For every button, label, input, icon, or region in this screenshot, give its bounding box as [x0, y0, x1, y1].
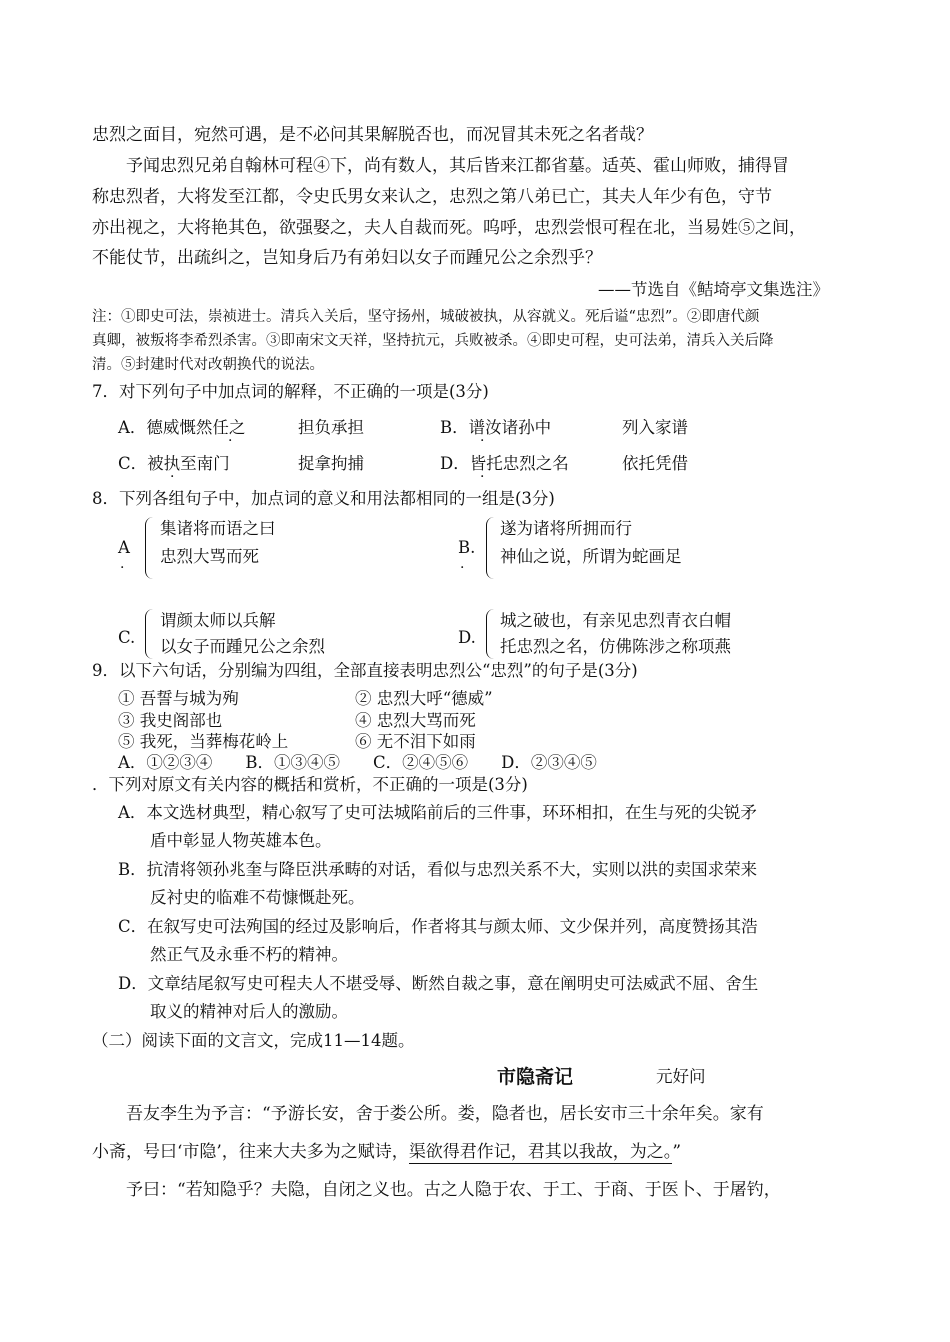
article-text: ” — [672, 1142, 682, 1162]
passage-source: ——节选自《鲒埼亭文集选注》 — [598, 280, 829, 299]
q8-option-a-line1: 集诸将而语之曰 — [160, 519, 276, 538]
brace-a — [145, 517, 156, 579]
emphasis-dot: · — [228, 433, 233, 449]
q8-option-d-label: D. — [458, 628, 476, 647]
q8-option-a-line2: 忠烈大骂而死 — [160, 547, 259, 566]
q10-option-a-line2: 盾中彰显人物英雄本色。 — [150, 831, 332, 850]
q10-option-d-line1: D．文章结尾叙写史可程夫人不堪受辱、断然自裁之事，意在阐明史可法威武不屈、舍生 — [118, 974, 759, 993]
underlined-sentence: 渠欲得君作记，君其以我故，为之。 — [408, 1142, 673, 1162]
q10-option-b-line2: 反衬史的临难不苟慷慨赴死。 — [150, 888, 365, 907]
q7-option-a: A．德威慨然任之 — [118, 418, 246, 437]
passage-line-3: 称忠烈者，大将发至江都，令史氏男女来认之，忠烈之第八弟已亡，其夫人年少有色，守节 — [92, 187, 772, 207]
passage-line-2: 予闻忠烈兄弟自翰林可程④下，尚有数人，其后皆来江都省墓。适英、霍山师败，捕得冒 — [126, 156, 789, 176]
brace-d — [486, 609, 497, 659]
q8-option-b-line2: 神仙之说，所谓为蛇画足 — [500, 547, 682, 566]
q9-sentence-1: ① 吾誓与城为殉 — [118, 689, 239, 708]
q8-option-c-label: C. — [118, 628, 136, 647]
q7-option-a-explanation: 担负承担 — [298, 418, 364, 437]
note-line-2: 真卿，被叛将李希烈杀害。③即南宋文天祥，坚持抗元，兵败被杀。④即史可程，史可法弟，清兵入关后降 — [92, 333, 774, 349]
article-paragraph-2-line-1: 予曰：“若知隐乎？夫隐，自闭之义也。古之人隐于农、于工、于商、于医卜、于屠钓， — [126, 1180, 781, 1200]
q8-option-d-line2: 托忠烈之名，仿佛陈涉之称项燕 — [500, 637, 731, 656]
note-line-3: 清。⑤封建时代对改朝换代的说法。 — [92, 357, 324, 373]
q10-option-d-line2: 取义的精神对后人的激励。 — [150, 1002, 348, 1021]
q10-option-a-line1: A．本文选材典型，精心叙写了史可法城陷前后的三件事，环环相扣，在生与死的尖锐矛 — [118, 803, 757, 822]
brace-c — [145, 609, 156, 659]
q7-stem: 7．对下列句子中加点词的解释，不正确的一项是(3分) — [92, 382, 489, 401]
q9-sentence-6: ⑥ 无不泪下如雨 — [355, 732, 476, 751]
article-paragraph-1-line-1: 吾友李生为予言：“予游长安，舍于娄公所。娄，隐者也，居长安市三十余年矣。家有 — [126, 1104, 764, 1124]
passage-line-1: 忠烈之面目，宛然可遇，是不必问其果解脱否也，而况冒其未死之名者哉？ — [92, 125, 653, 145]
q8-option-c-line2: 以女子而踵兄公之余烈 — [160, 637, 325, 656]
article-author: 元好问 — [656, 1067, 706, 1086]
article-title: 市隐斋记 — [497, 1066, 574, 1088]
article-paragraph-1-line-2 — [92, 1137, 681, 1162]
q7-option-d-explanation: 依托凭借 — [622, 454, 688, 473]
note-line-1: 注：①即史可法，崇祯进士。清兵入关后，坚守扬州，城破被执，从容就义。死后谥“忠烈”。②即唐代颜 — [92, 309, 760, 325]
passage-line-5: 不能仗节，出疏纠之，岂知身后乃有弟妇以女子而踵兄公之余烈乎？ — [92, 248, 602, 268]
emphasis-dot: · — [120, 560, 125, 576]
section-2-heading: （二）阅读下面的文言文，完成11—14题。 — [92, 1031, 415, 1050]
emphasis-dot: · — [480, 433, 485, 449]
q9-sentence-2: ② 忠烈大呼“德威” — [355, 689, 493, 708]
q10-option-b-line1: B．抗清将领孙兆奎与降臣洪承畴的对话，看似与忠烈关系不大，实则以洪的卖国求荣来 — [118, 860, 758, 879]
emphasis-dot: · — [170, 469, 175, 485]
q8-option-d-line1: 城之破也，有亲见忠烈青衣白帽 — [500, 611, 731, 630]
passage-line-4: 亦出视之，大将艳其色，欲强娶之，夫人自裁而死。呜呼，忠烈尝恨可程在北，当易姓⑤之间， — [92, 218, 806, 238]
q9-sentence-3: ③ 我史阁部也 — [118, 711, 223, 730]
emphasis-dot: · — [460, 560, 465, 576]
q7-option-d: D．皆托忠烈之名 — [440, 454, 569, 473]
q10-option-c-line1: C．在叙写史可法殉国的经过及影响后，作者将其与颜太师、文少保并列，高度赞扬其浩 — [118, 917, 758, 936]
emphasis-dot: · — [480, 469, 485, 485]
q8-option-c-line1: 谓颜太师以兵解 — [160, 611, 276, 630]
q10-stem: ．下列对原文有关内容的概括和赏析，不正确的一项是(3分) — [92, 775, 528, 794]
q9-options: A．①②③④ B．①③④⑤ C．②④⑤⑥ D．②③④⑤ — [118, 753, 597, 772]
brace-b — [486, 517, 497, 579]
q7-option-b: B．谱汝诸孙中 — [440, 418, 552, 437]
q9-stem: 9．以下六句话，分别编为四组，全部直接表明忠烈公“忠烈”的句子是(3分) — [92, 661, 638, 680]
q8-option-b-line1: 遂为诸将所拥而行 — [500, 519, 632, 538]
q9-sentence-5: ⑤ 我死，当葬梅花岭上 — [118, 732, 289, 751]
q8-stem: 8．下列各组句子中，加点词的意义和用法都相同的一组是(3分) — [92, 489, 555, 508]
q9-sentence-4: ④ 忠烈大骂而死 — [355, 711, 476, 730]
article-text: 小斋，号曰‘市隐’，往来大夫多为之赋诗， — [92, 1142, 409, 1162]
q10-option-c-line2: 然正气及永垂不朽的精神。 — [150, 945, 348, 964]
q7-option-b-explanation: 列入家谱 — [622, 418, 688, 437]
q7-option-c: C．被执至南门 — [118, 454, 230, 473]
q8-option-b-label: B. — [458, 538, 476, 557]
q8-option-a-label: A — [118, 538, 130, 557]
q7-option-c-explanation: 捉拿拘捕 — [298, 454, 364, 473]
